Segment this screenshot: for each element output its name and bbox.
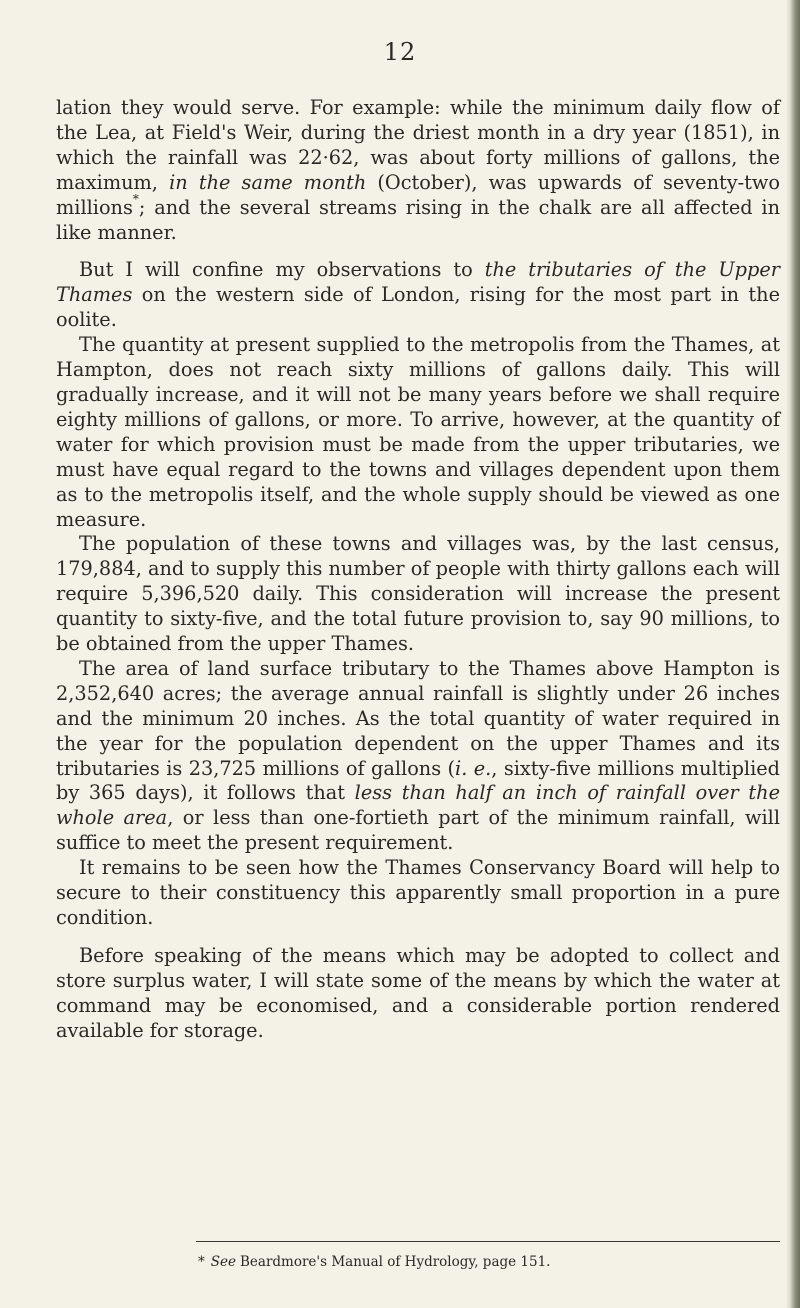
- paragraph: [56, 333, 780, 532]
- body-text: [56, 96, 780, 1044]
- footnote-rule: [196, 1241, 780, 1242]
- text-run: on the western side of London, rising for the most part in the oolite.: [56, 283, 780, 332]
- text-run: The area of land surface tributary to the Thames above Hampton is 2,352,640 acres; the average annual rainfall is slightly under 26 inches and the minimum 20 inches. As the total quantity of water required in the year for the population dependent on the upper Thames and its tributaries is 23,725 millions of gallons (: [56, 656, 780, 780]
- footnote-reference: *: [132, 191, 139, 206]
- page-number: 12: [383, 38, 417, 66]
- italic-run: less than half an inch of rainfall over the whole area: [56, 781, 781, 830]
- text-run: , sixty-five millions multiplied by 365 days), it follows that: [56, 756, 780, 805]
- page-edge-shadow: [786, 0, 800, 1308]
- paragraph: [56, 944, 780, 1044]
- text-run: Before speaking of the means which may be adopted to collect and store surplus water, I will state some of the means by which the water at command may be economised, and a considerable portion rendered available for storage.: [56, 943, 780, 1042]
- paragraph: [56, 657, 780, 856]
- text-run: ; and the several streams rising in the chalk are all affected in like manner.: [56, 195, 780, 244]
- text-run: , or less than one-fortieth part of the minimum rainfall, will suffice to meet the present requirement.: [56, 806, 781, 855]
- paragraph: [56, 96, 780, 245]
- footnote: [198, 1254, 550, 1270]
- text-run: But I will confine my observations to: [79, 258, 485, 282]
- paragraph: [56, 532, 780, 657]
- text-run: lation they would serve. For example: while the minimum daily flow of the Lea, at Field's Weir, during the driest month in a dry year (1851), in which the rainfall was 22·62, was about forty millions of gallons, the maximum,: [56, 96, 780, 194]
- italic-run: the tributaries of the Upper Thames: [56, 258, 780, 307]
- footnote-see: See: [210, 1254, 236, 1270]
- footnote-text: Beardmore's Manual of Hydrology, page 151.: [239, 1254, 551, 1270]
- italic-run: in the same month: [169, 170, 367, 194]
- paragraph: [56, 856, 780, 931]
- italic-run: i. e.: [455, 756, 492, 780]
- text-run: It remains to be seen how the Thames Conservancy Board will help to secure to their constituency this apparently small proportion in a pure condition.: [56, 856, 780, 929]
- paragraph: [56, 258, 780, 333]
- footnote-mark: *: [198, 1254, 205, 1270]
- text-run: The quantity at present supplied to the metropolis from the Thames, at Hampton, does not reach sixty millions of gallons daily. This will gradually increase, and it will not be many years before we shall require eighty millions of gallons, or more. To arrive, however, at the quantity of water for which provision must be made from the upper tributaries, we must have equal regard to the towns and villages dependent upon them as to the metropolis itself, and the whole supply should be viewed as one measure.: [56, 333, 780, 531]
- text-run: (October), was upwards of seventy-two millions: [56, 170, 781, 219]
- text-run: The population of these towns and villages was, by the last census, 179,884, and to supply this number of people with thirty gallons each will require 5,396,520 daily. This consideration will increase the present quantity to sixty-five, and the total future provision to, say 90 millions, to be obtained from the upper Thames.: [56, 532, 780, 656]
